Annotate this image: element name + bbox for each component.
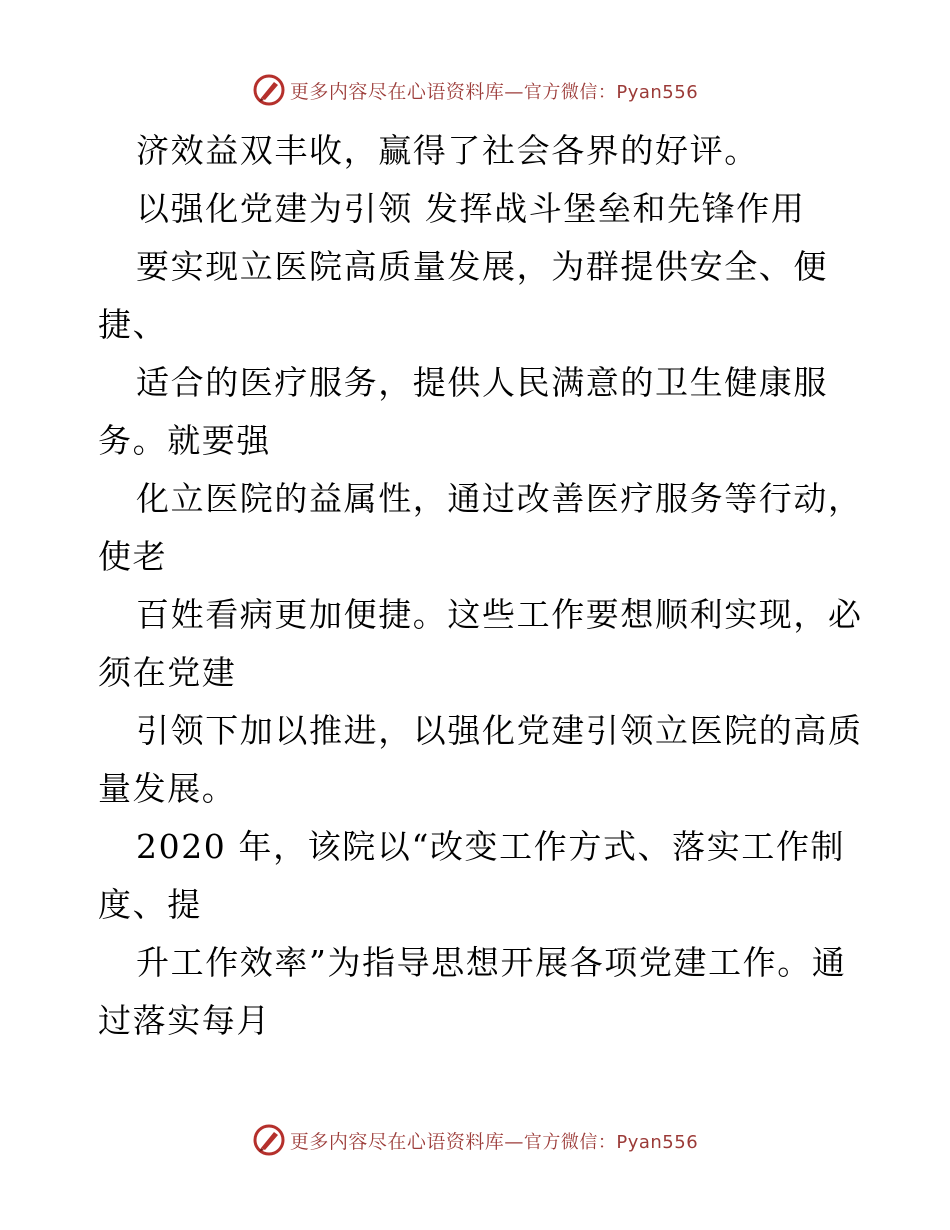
body-line: 引领下加以推进，以强化党建引领立医院的高质 [136,711,863,750]
quill-pen-logo-icon [252,73,286,107]
body-line: 化立医院的益属性，通过改善医疗服务等行动， [136,479,863,518]
header-banner-text: 更多内容尽在心语资料库 [289,80,505,103]
body-line: 以强化党建为引领 发挥战斗堡垒和先锋作用 [136,189,806,228]
header-contact-text: 官方微信：Pyan556 [523,81,699,103]
footer-banner [0,1120,950,1160]
body-line: 要实现立医院高质量发展，为群提供安全、便 [136,247,828,286]
body-line: 过落实每月 [98,1001,271,1040]
header-banner [0,70,950,110]
quill-pen-logo-icon [252,1123,286,1157]
body-line: 务。就要强 [98,421,271,460]
body-line: 须在党建 [98,653,237,692]
footer-separator: — [504,1130,524,1153]
body-line: 量发展。 [98,769,237,808]
body-line: 适合的医疗服务，提供人民满意的卫生健康服 [136,363,828,402]
body-line: 度、提 [98,885,202,924]
header-separator: — [504,80,524,103]
body-line: 2020 年，该院以“改变工作方式、落实工作制 [136,827,846,866]
body-line: 捷、 [98,305,168,344]
body-line: 百姓看病更加便捷。这些工作要想顺利实现，必 [136,595,863,634]
body-line: 使老 [98,537,168,576]
document-body [98,122,868,1050]
footer-banner-text: 更多内容尽在心语资料库 [289,1130,505,1153]
body-line: 升工作效率”为指导思想开展各项党建工作。通 [136,943,847,982]
body-line: 济效益双丰收，赢得了社会各界的好评。 [136,131,759,170]
footer-contact-text: 官方微信：Pyan556 [523,1131,699,1153]
